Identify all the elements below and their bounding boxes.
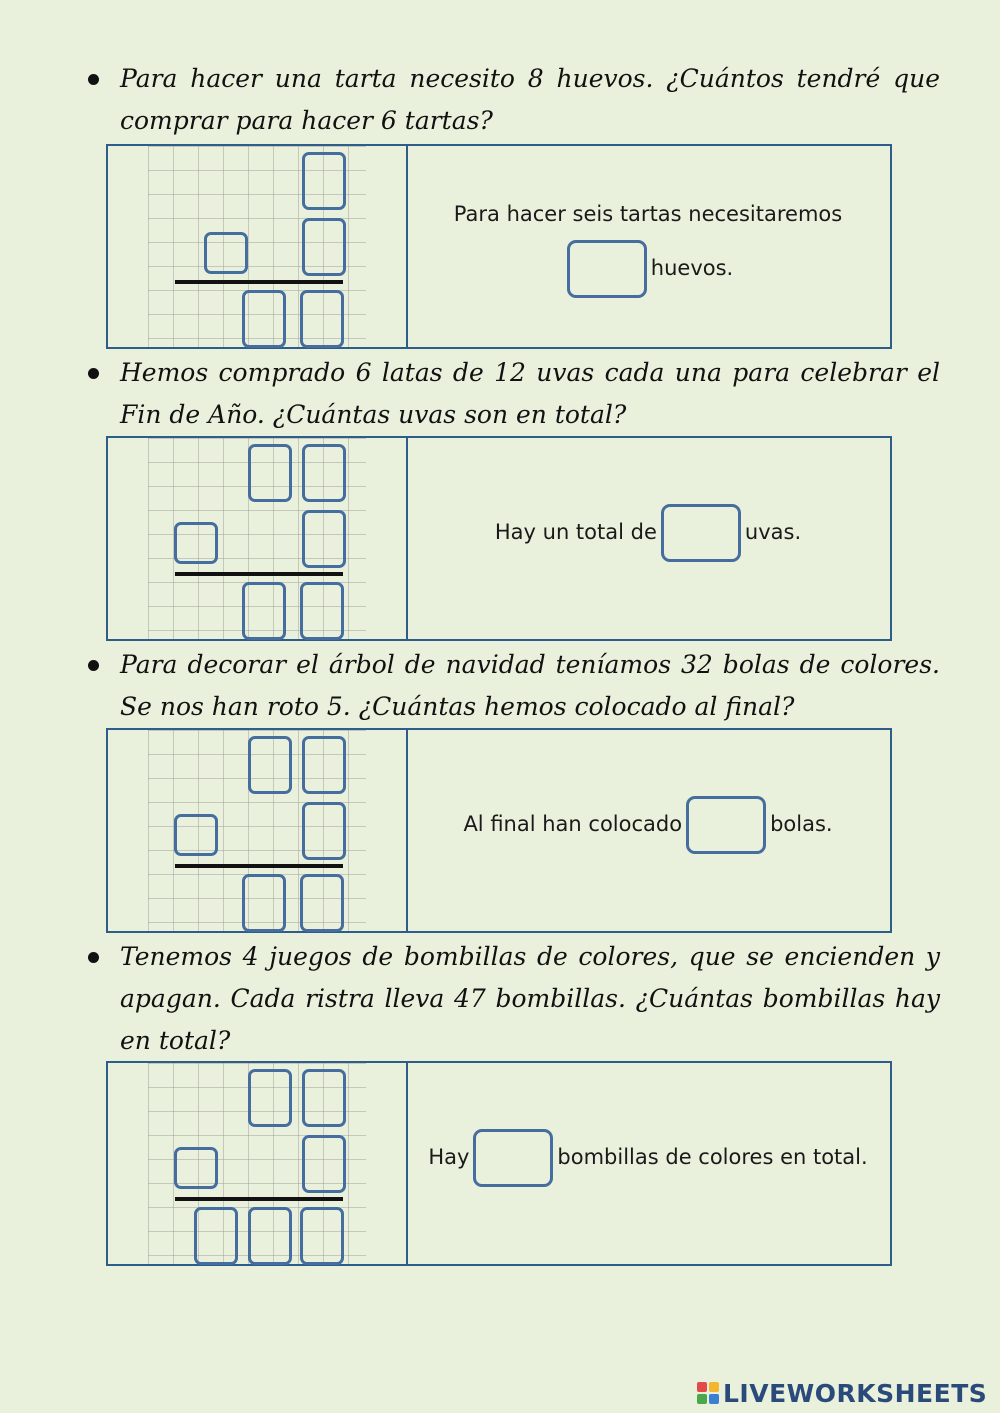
- multiplier-units-box[interactable]: [302, 1135, 346, 1193]
- problem-3-answer-area: [406, 730, 890, 931]
- result-units-box[interactable]: [300, 290, 344, 348]
- answer-prefix: Hay: [428, 1145, 470, 1169]
- factor-tens-box[interactable]: [248, 444, 292, 502]
- operation-line: [175, 864, 343, 868]
- answer-input-box[interactable]: [686, 796, 766, 854]
- bullet-icon: [88, 368, 99, 379]
- liveworksheets-brand-text: LIVEWORKSHEETS: [723, 1378, 988, 1408]
- answer-sentence-bottom: [406, 240, 890, 298]
- problem-4-answer-area: [406, 1063, 890, 1264]
- factor-tens-box[interactable]: [248, 1069, 292, 1127]
- result-tens-box[interactable]: [248, 1207, 292, 1265]
- answer-sentence: [406, 796, 890, 854]
- multiplier-box[interactable]: [174, 522, 218, 564]
- problem-1: [90, 58, 940, 142]
- problem-1-work-area: [108, 146, 408, 347]
- result-hundreds-box[interactable]: [194, 1207, 238, 1265]
- result-units-box[interactable]: [300, 582, 344, 640]
- answer-input-box[interactable]: [567, 240, 647, 298]
- problem-3-card: [106, 728, 892, 933]
- answer-sentence: [406, 504, 890, 562]
- multiplier-box[interactable]: [204, 232, 248, 274]
- problem-2: [90, 352, 940, 436]
- minuend-tens-box[interactable]: [248, 736, 292, 794]
- minuend-units-box[interactable]: [302, 736, 346, 794]
- multiplier-units-box[interactable]: [302, 218, 346, 276]
- problem-2-work-area: [108, 438, 408, 639]
- problem-2-answer-area: [406, 438, 890, 639]
- answer-prefix: Hay un total de: [494, 520, 657, 544]
- answer-input-box[interactable]: [473, 1129, 553, 1187]
- problem-1-text: Para hacer una tarta necesito 8 huevos. ¿Cuántos tendré que comprar para hacer 6 tartas?: [120, 64, 940, 135]
- answer-sentence-top: Para hacer seis tartas necesitaremos: [453, 202, 843, 226]
- answer-unit: bombillas de colores en total.: [557, 1145, 868, 1169]
- multiplier-units-box[interactable]: [302, 510, 346, 568]
- result-tens-box[interactable]: [242, 290, 286, 348]
- problem-4-text: Tenemos 4 juegos de bombillas de colores, que se encienden y apagan. Cada ristra lleva 47 bombillas. ¿Cuántas bombillas hay en total?: [120, 942, 940, 1055]
- operation-line: [175, 1197, 343, 1201]
- result-units-box[interactable]: [300, 874, 344, 932]
- factor-units-box[interactable]: [302, 1069, 346, 1127]
- factor-units-box[interactable]: [302, 152, 346, 210]
- result-units-box[interactable]: [300, 1207, 344, 1265]
- problem-3-work-area: [108, 730, 408, 931]
- answer-prefix: Al final han colocado: [463, 812, 683, 836]
- bullet-icon: [88, 74, 99, 85]
- result-tens-box[interactable]: [242, 582, 286, 640]
- subtrahend-units-box[interactable]: [302, 802, 346, 860]
- factor-units-box[interactable]: [302, 444, 346, 502]
- liveworksheets-logo-icon: [697, 1382, 719, 1404]
- operation-line: [175, 280, 343, 284]
- operator-box[interactable]: [174, 814, 218, 856]
- problem-4-work-area: [108, 1063, 408, 1264]
- problem-3-text: Para decorar el árbol de navidad teníamos 32 bolas de colores. Se nos han roto 5. ¿Cuántas hemos colocado al final?: [120, 650, 940, 721]
- result-tens-box[interactable]: [242, 874, 286, 932]
- answer-unit: uvas.: [744, 520, 802, 544]
- problem-2-text: Hemos comprado 6 latas de 12 uvas cada una para celebrar el Fin de Año. ¿Cuántas uvas son en total?: [120, 358, 940, 429]
- answer-unit: bolas.: [770, 812, 833, 836]
- problem-2-card: [106, 436, 892, 641]
- answer-unit: huevos.: [650, 256, 734, 280]
- operation-line: [175, 572, 343, 576]
- problem-1-answer-area: [406, 146, 890, 347]
- problem-3: [90, 644, 940, 728]
- bullet-icon: [88, 952, 99, 963]
- multiplier-box[interactable]: [174, 1147, 218, 1189]
- liveworksheets-logo: [697, 1378, 987, 1408]
- answer-sentence: [406, 1129, 890, 1187]
- problem-4: [90, 936, 940, 1062]
- problem-4-card: [106, 1061, 892, 1266]
- bullet-icon: [88, 660, 99, 671]
- problem-1-card: [106, 144, 892, 349]
- answer-input-box[interactable]: [661, 504, 741, 562]
